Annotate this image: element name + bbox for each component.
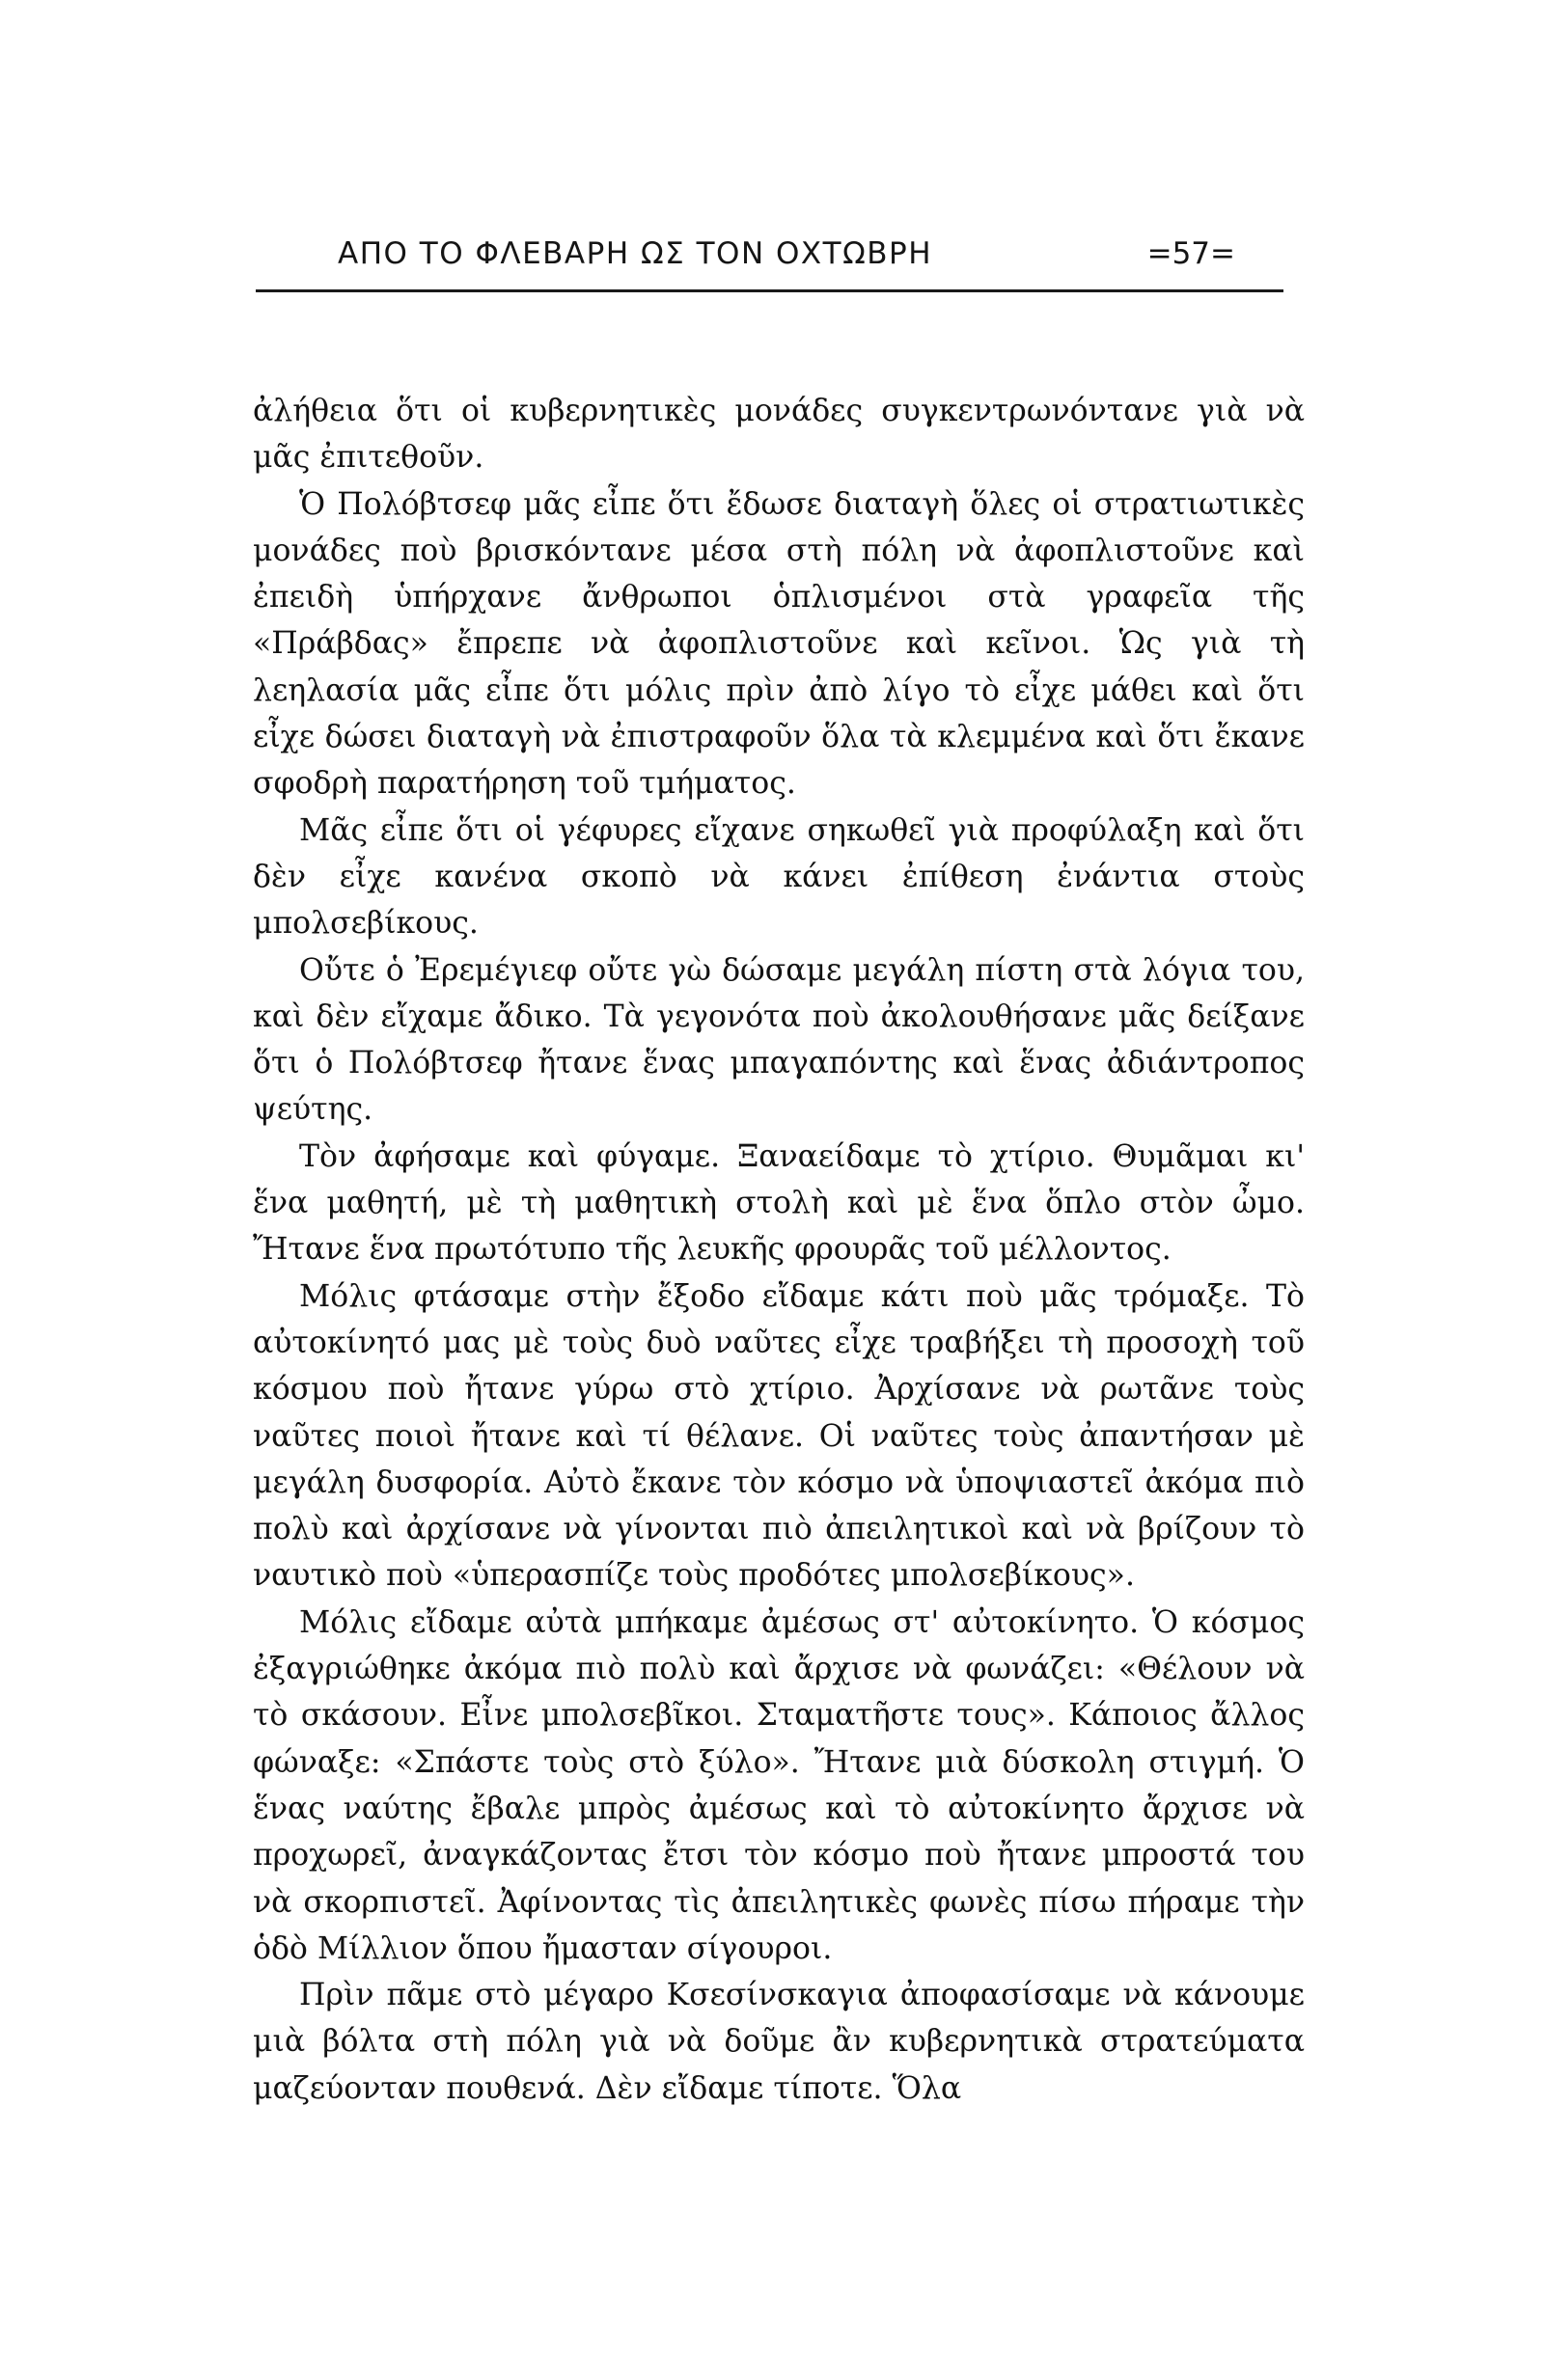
body-text [253,388,1305,2112]
running-header [241,236,1303,294]
paragraph: Οὔτε ὁ Ἐρεμέγιεφ οὔτε γὼ δώσαμε μεγάλη πίστη στὰ λόγια του, καὶ δὲν εἴχαμε ἄδικο. Τὰ γεγονότα ποὺ ἀκολουθήσανε μᾶς δείξανε ὅτι ὁ Πολόβτσεφ ἤτανε ἕνας μπαγαπόντης καὶ ἕνας ἀδιάντροπος ψεύτης. [253,952,1305,1128]
paragraph: ἀλήθεια ὅτι οἱ κυβερνητικὲς μονάδες συγκεντρωνόντανε γιὰ νὰ μᾶς ἐπιτεθοῦν. [253,394,1305,476]
running-title: ΑΠΟ ΤΟ ΦΛΕΒΑΡΗ ΩΣ ΤΟΝ ΟΧΤΩΒΡΗ [338,236,933,271]
page-number: =57= [1146,236,1235,271]
header-rule [256,289,1283,292]
paragraph: Μόλις εἴδαμε αὐτὰ μπήκαμε ἀμέσως στ' αὐτοκίνητο. Ὁ κόσμος ἐξαγριώθηκε ἀκόμα πιὸ πολὺ καὶ ἄρχισε νὰ φωνάζει: «Θέλουν νὰ τὸ σκάσουν. Εἶνε μπολσεβῖκοι. Σταματῆστε τους». Κάποιος ἄλλος φώναξε: «Σπάστε τοὺς στὸ ξύλο». Ἤτανε μιὰ δύσκολη στιγμή. Ὁ ἕνας ναύτης ἔβαλε μπρὸς ἀμέσως καὶ τὸ αὐτοκίνητο ἄρχισε νὰ προχωρεῖ, ἀναγκάζοντας ἔτσι τὸν κόσμο ποὺ ἤτανε μπροστά του νὰ σκορπιστεῖ. Ἀφίνοντας τὶς ἀπειλητικὲς φωνὲς πίσω πήραμε τὴν ὁδὸ Μίλλιον ὅπου ἤμασταν σίγουροι. [253,1604,1305,1966]
paragraph: Ὁ Πολόβτσεφ μᾶς εἶπε ὅτι ἔδωσε διαταγὴ ὅλες οἱ στρατιωτικὲς μονάδες ποὺ βρισκόντανε μέσα στὴ πόλη νὰ ἀφοπλιστοῦνε καὶ ἐπειδὴ ὑπήρχανε ἄνθρωποι ὁπλισμένοι στὰ γραφεῖα τῆς «Πράβδας» ἔπρεπε νὰ ἀφοπλιστοῦνε καὶ κεῖνοι. Ὡς γιὰ τὴ λεηλασία μᾶς εἶπε ὅτι μόλις πρὶν ἀπὸ λίγο τὸ εἶχε μάθει καὶ ὅτι εἶχε δώσει διαταγὴ νὰ ἐπιστραφοῦν ὅλα τὰ κλεμμένα καὶ ὅτι ἔκανε σφοδρὴ παρατήρηση τοῦ τμήματος. [253,486,1305,802]
paragraph: Πρὶν πᾶμε στὸ μέγαρο Κσεσίνσκαγια ἀποφασίσαμε νὰ κάνουμε μιὰ βόλτα στὴ πόλη γιὰ νὰ δοῦμε ἂν κυβερνητικὰ στρατεύματα μαζεύονταν πουθενά. Δὲν εἴδαμε τίποτε. Ὅλα [253,1978,1305,2106]
paragraph: Μόλις φτάσαμε στὴν ἔξοδο εἴδαμε κάτι ποὺ μᾶς τρόμαξε. Τὸ αὐτοκίνητό μας μὲ τοὺς δυὸ ναῦτες εἶχε τραβήξει τὴ προσοχὴ τοῦ κόσμου ποὺ ἤτανε γύρω στὸ χτίριο. Ἀρχίσανε νὰ ρωτᾶνε τοὺς ναῦτες ποιοὶ ἤτανε καὶ τί θέλανε. Οἱ ναῦτες τοὺς ἀπαντήσαν μὲ μεγάλη δυσφορία. Αὐτὸ ἔκανε τὸν κόσμο νὰ ὑποψιαστεῖ ἀκόμα πιὸ πολὺ καὶ ἀρχίσανε νὰ γίνονται πιὸ ἀπειλητικοὶ καὶ νὰ βρίζουν τὸ ναυτικὸ ποὺ «ὑπερασπίζε τοὺς προδότες μπολσεβίκους». [253,1278,1305,1594]
paragraph: Μᾶς εἶπε ὅτι οἱ γέφυρες εἴχανε σηκωθεῖ γιὰ προφύλαξη καὶ ὅτι δὲν εἶχε κανένα σκοπὸ νὰ κάνει ἐπίθεση ἐνάντια στοὺς μπολσεβίκους. [253,812,1305,942]
paragraph: Τὸν ἀφήσαμε καὶ φύγαμε. Ξαναείδαμε τὸ χτίριο. Θυμᾶμαι κι' ἕνα μαθητή, μὲ τὴ μαθητικὴ στολὴ καὶ μὲ ἕνα ὅπλο στὸν ὦμο. Ἤτανε ἕνα πρωτότυπο τῆς λευκῆς φρουρᾶς τοῦ μέλλοντος. [253,1138,1305,1268]
